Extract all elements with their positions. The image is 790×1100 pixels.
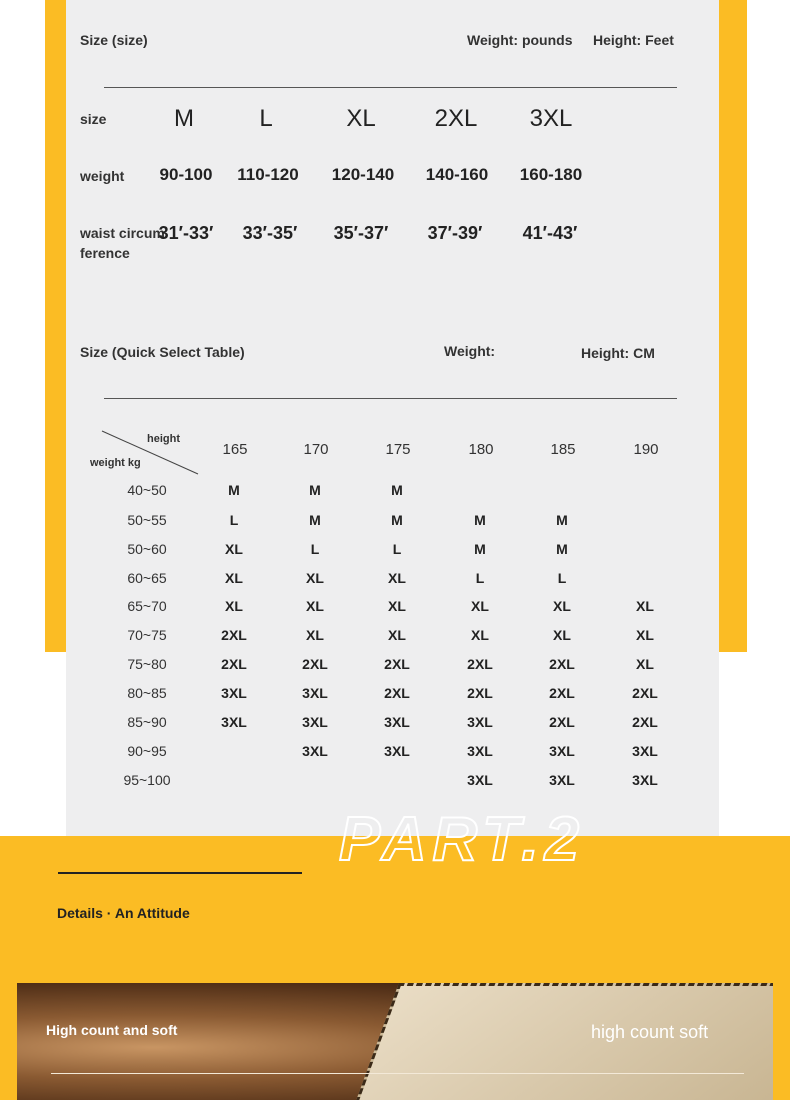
- size-recommendation-cell: XL: [636, 598, 654, 614]
- size-recommendation-cell: XL: [553, 598, 571, 614]
- part-heading: [335, 806, 695, 868]
- weight-range-label: 50~55: [127, 512, 167, 528]
- waist-cell: 37′-39′: [427, 223, 483, 243]
- weight-cell: 90-100: [159, 165, 213, 184]
- size-recommendation-cell: 2XL: [384, 685, 410, 701]
- feature-divider: [51, 1073, 744, 1074]
- size-recommendation-cell: 2XL: [467, 685, 493, 701]
- feature-label-right: high count soft: [591, 1022, 709, 1042]
- accent-underline: [58, 872, 302, 874]
- size-cell: XL: [346, 105, 376, 132]
- weight-range-label: 60~65: [127, 570, 167, 586]
- size-recommendation-cell: XL: [636, 656, 654, 672]
- size-section-title: Size (size): [80, 32, 148, 48]
- weight-range-label: 95~100: [123, 772, 171, 788]
- size-recommendation-cell: M: [474, 541, 486, 557]
- fabric-swatch: [355, 983, 773, 1100]
- size-recommendation-cell: XL: [225, 570, 243, 586]
- size-recommendation-cell: 2XL: [221, 627, 247, 643]
- size-recommendation-cell: 2XL: [549, 714, 575, 730]
- size-recommendation-cell: 3XL: [467, 743, 493, 759]
- divider: [104, 398, 677, 399]
- size-recommendation-cell: L: [310, 541, 320, 557]
- waist-cell: 33′-35′: [242, 223, 298, 243]
- size-recommendation-cell: L: [475, 570, 485, 586]
- weight-range-label: 40~50: [127, 482, 167, 498]
- size-recommendation-cell: XL: [306, 598, 324, 614]
- height-header: 190: [633, 441, 659, 458]
- weight-range-label: 75~80: [127, 656, 167, 672]
- size-recommendation-cell: XL: [225, 598, 243, 614]
- height-header: 185: [550, 441, 576, 458]
- size-cell: 3XL: [529, 105, 573, 132]
- weight-cell: 160-180: [519, 165, 583, 184]
- weight-range-label: 85~90: [127, 714, 167, 730]
- height-header: 180: [468, 441, 494, 458]
- size-recommendation-cell: XL: [306, 627, 324, 643]
- size-recommendation-cell: 3XL: [467, 772, 493, 788]
- size-recommendation-cell: XL: [388, 598, 406, 614]
- size-recommendation-cell: XL: [471, 627, 489, 643]
- size-recommendation-cell: M: [556, 541, 568, 557]
- size-recommendation-cell: M: [309, 482, 321, 498]
- size-recommendation-cell: 2XL: [632, 685, 658, 701]
- height-cm-label: Height: CM: [581, 345, 655, 361]
- size-recommendation-cell: L: [229, 512, 239, 528]
- weight-label: Weight:: [444, 343, 496, 359]
- size-recommendation-cell: M: [228, 482, 240, 498]
- size-recommendation-cell: 3XL: [384, 714, 410, 730]
- quick-table-title: Size (Quick Select Table): [80, 344, 245, 360]
- size-recommendation-cell: 3XL: [549, 772, 575, 788]
- waist-cell: 41′-43′: [522, 223, 578, 243]
- size-recommendation-cell: XL: [636, 627, 654, 643]
- size-recommendation-cell: XL: [388, 627, 406, 643]
- height-header: 175: [385, 441, 411, 458]
- part-heading-text: PART.2: [339, 806, 586, 868]
- corner-weight-label: weight kg: [90, 457, 141, 469]
- size-recommendation-cell: 2XL: [302, 656, 328, 672]
- size-recommendation-cell: XL: [225, 541, 243, 557]
- row-label-waist-1: waist circum: [80, 225, 165, 241]
- details-subtitle: Details · An Attitude: [57, 905, 190, 921]
- size-recommendation-cell: M: [391, 482, 403, 498]
- size-recommendation-cell: L: [392, 541, 402, 557]
- waist-cell: 31′-33′: [158, 223, 214, 243]
- height-header: 170: [303, 441, 329, 458]
- corner-height-label: height: [147, 433, 180, 445]
- size-recommendation-cell: M: [391, 512, 403, 528]
- height-header: 165: [222, 441, 248, 458]
- feature-label-left: High count and soft: [46, 1022, 178, 1038]
- weight-range-label: 50~60: [127, 541, 167, 557]
- weight-cell: 120-140: [331, 165, 395, 184]
- waist-cell: 35′-37′: [333, 223, 389, 243]
- size-cell: M: [174, 105, 194, 132]
- size-recommendation-cell: L: [557, 570, 567, 586]
- size-cell: 2XL: [434, 105, 478, 132]
- size-recommendation-cell: 3XL: [302, 714, 328, 730]
- weight-cell: 140-160: [425, 165, 489, 184]
- weight-unit-label: Weight: pounds: [467, 32, 573, 48]
- weight-range-label: 70~75: [127, 627, 167, 643]
- size-recommendation-cell: 3XL: [632, 743, 658, 759]
- divider: [104, 87, 677, 88]
- size-recommendation-cell: XL: [388, 570, 406, 586]
- row-label-weight: weight: [80, 168, 125, 184]
- size-recommendation-cell: 3XL: [467, 714, 493, 730]
- size-recommendation-cell: 2XL: [632, 714, 658, 730]
- weight-range-label: 80~85: [127, 685, 167, 701]
- size-recommendation-cell: M: [474, 512, 486, 528]
- size-recommendation-cell: 3XL: [221, 714, 247, 730]
- row-label-waist-2: ference: [80, 245, 130, 261]
- size-recommendation-cell: 2XL: [467, 656, 493, 672]
- size-recommendation-cell: 3XL: [302, 685, 328, 701]
- size-recommendation-cell: 2XL: [549, 656, 575, 672]
- height-unit-label: Height: Feet: [593, 32, 674, 48]
- row-label-size: size: [80, 111, 107, 127]
- size-recommendation-cell: 3XL: [221, 685, 247, 701]
- size-cell: L: [259, 105, 273, 132]
- size-recommendation-cell: 2XL: [549, 685, 575, 701]
- size-recommendation-cell: 2XL: [221, 656, 247, 672]
- size-recommendation-cell: XL: [553, 627, 571, 643]
- size-recommendation-cell: M: [556, 512, 568, 528]
- size-recommendation-cell: 3XL: [384, 743, 410, 759]
- size-recommendation-cell: XL: [471, 598, 489, 614]
- size-recommendation-cell: M: [309, 512, 321, 528]
- weight-range-label: 65~70: [127, 598, 167, 614]
- weight-cell: 110-120: [237, 165, 299, 184]
- size-recommendation-cell: 3XL: [632, 772, 658, 788]
- size-recommendation-cell: 2XL: [384, 656, 410, 672]
- size-recommendation-cell: 3XL: [549, 743, 575, 759]
- size-recommendation-cell: XL: [306, 570, 324, 586]
- size-recommendation-cell: 3XL: [302, 743, 328, 759]
- weight-range-label: 90~95: [127, 743, 167, 759]
